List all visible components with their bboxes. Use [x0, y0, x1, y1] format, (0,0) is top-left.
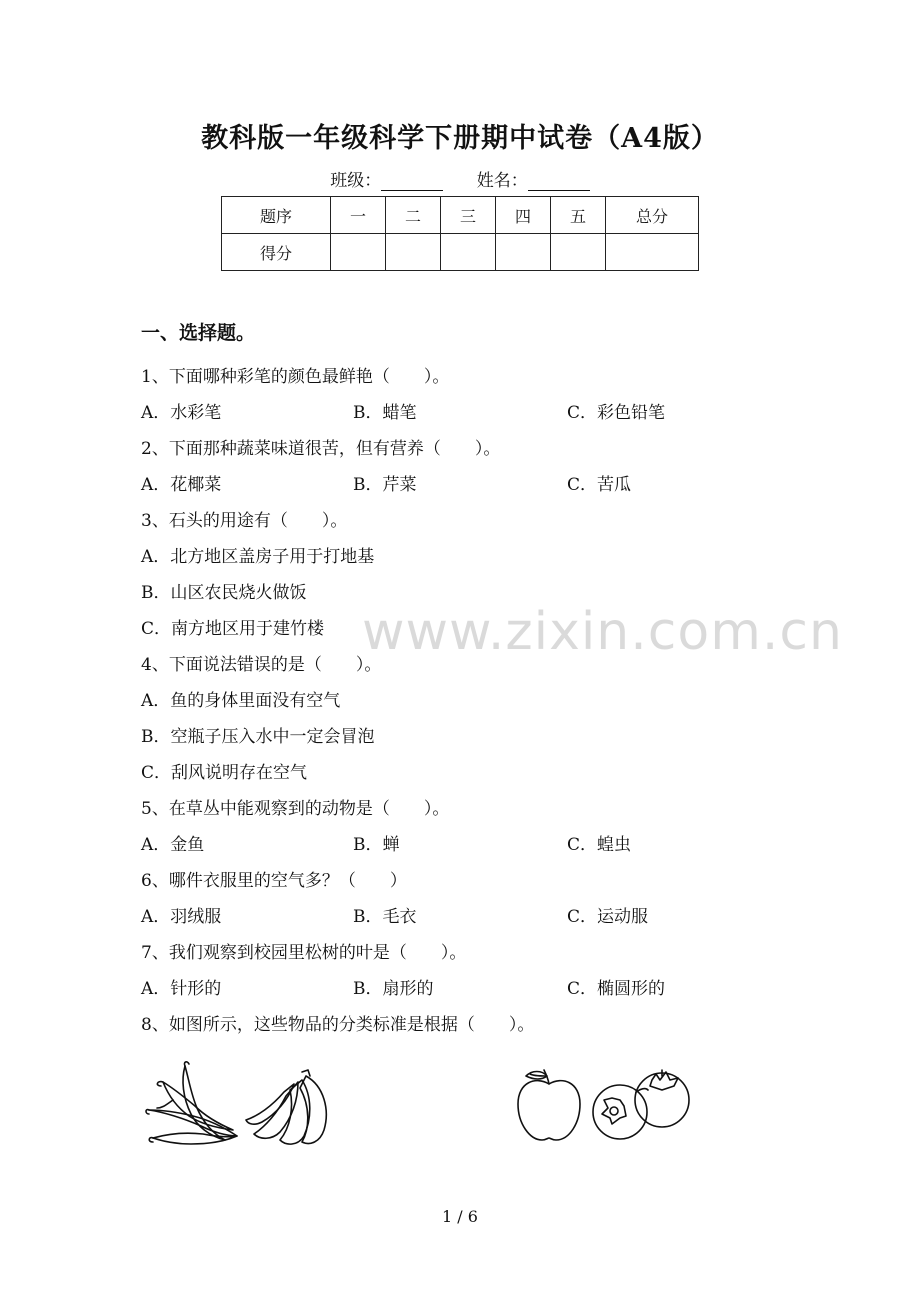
bananas-illustration — [244, 1066, 334, 1148]
option-b: B．空瓶子压入水中一定会冒泡 — [141, 727, 375, 747]
score-table-header-row — [222, 197, 699, 234]
score-table-score-row — [222, 234, 699, 271]
score-cell — [496, 234, 551, 271]
class-blank — [381, 172, 443, 191]
option-b: B．扇形的 — [353, 979, 434, 999]
option-a: A．花椰菜 — [141, 475, 222, 495]
score-table — [221, 196, 699, 271]
option-c: C．彩色铅笔 — [567, 403, 666, 423]
header-cell-4: 四 — [496, 197, 551, 234]
option-a: A．北方地区盖房子用于打地基 — [141, 547, 375, 567]
apple-illustration — [514, 1068, 584, 1144]
question-stem: 2、下面那种蔬菜味道很苦，但有营养（ ）。 — [141, 439, 501, 459]
header-cell-2: 二 — [386, 197, 441, 234]
chili-peppers-illustration — [143, 1058, 243, 1150]
option-a: A．针形的 — [141, 979, 222, 999]
name-label: 姓名： — [476, 171, 528, 191]
student-info — [0, 166, 920, 191]
header-cell-5: 五 — [551, 197, 606, 234]
question-stem: 1、下面哪种彩笔的颜色最鲜艳（ ）。 — [141, 367, 450, 387]
option-a: A．金鱼 — [141, 835, 205, 855]
header-cell-order: 题序 — [222, 197, 331, 234]
option-c: C．苦瓜 — [567, 475, 632, 495]
section-title: 一、选择题。 — [141, 322, 256, 344]
class-label: 班级： — [330, 171, 382, 191]
score-cell — [331, 234, 386, 271]
score-cell — [551, 234, 606, 271]
option-b: B．毛衣 — [353, 907, 417, 927]
watermark: www.zixin.com.cn — [362, 602, 843, 662]
question-stem: 4、下面说法错误的是（ ）。 — [141, 655, 382, 675]
option-a: A．鱼的身体里面没有空气 — [141, 691, 341, 711]
option-c: C．椭圆形的 — [567, 979, 666, 999]
header-cell-total: 总分 — [606, 197, 699, 234]
page-number: 1 / 6 — [442, 1207, 478, 1226]
option-b: B．蝉 — [353, 835, 400, 855]
score-cell — [386, 234, 441, 271]
option-b: B．芹菜 — [353, 475, 417, 495]
option-a: A．水彩笔 — [141, 403, 222, 423]
option-c: C．运动服 — [567, 907, 649, 927]
persimmons-illustration — [590, 1066, 694, 1142]
option-b: B．山区农民烧火做饭 — [141, 583, 307, 603]
question-stem: 3、石头的用途有（ ）。 — [141, 511, 348, 531]
header-cell-3: 三 — [441, 197, 496, 234]
question-stem: 8、如图所示，这些物品的分类标准是根据（ ）。 — [141, 1015, 535, 1035]
score-row-label: 得分 — [222, 234, 331, 271]
option-b: B．蜡笔 — [353, 403, 417, 423]
option-c: C．南方地区用于建竹楼 — [141, 619, 325, 639]
option-a: A．羽绒服 — [141, 907, 222, 927]
name-blank — [528, 172, 590, 191]
score-cell — [441, 234, 496, 271]
page-title: 教科版一年级科学下册期中试卷（A4版） — [201, 123, 719, 154]
question-stem: 7、我们观察到校园里松树的叶是（ ）。 — [141, 943, 467, 963]
question-stem: 5、在草丛中能观察到的动物是（ ）。 — [141, 799, 450, 819]
score-cell — [606, 234, 699, 271]
option-c: C．蝗虫 — [567, 835, 632, 855]
option-c: C．刮风说明存在空气 — [141, 763, 308, 783]
question-stem: 6、哪件衣服里的空气多？（ ） — [141, 871, 407, 891]
header-cell-1: 一 — [331, 197, 386, 234]
